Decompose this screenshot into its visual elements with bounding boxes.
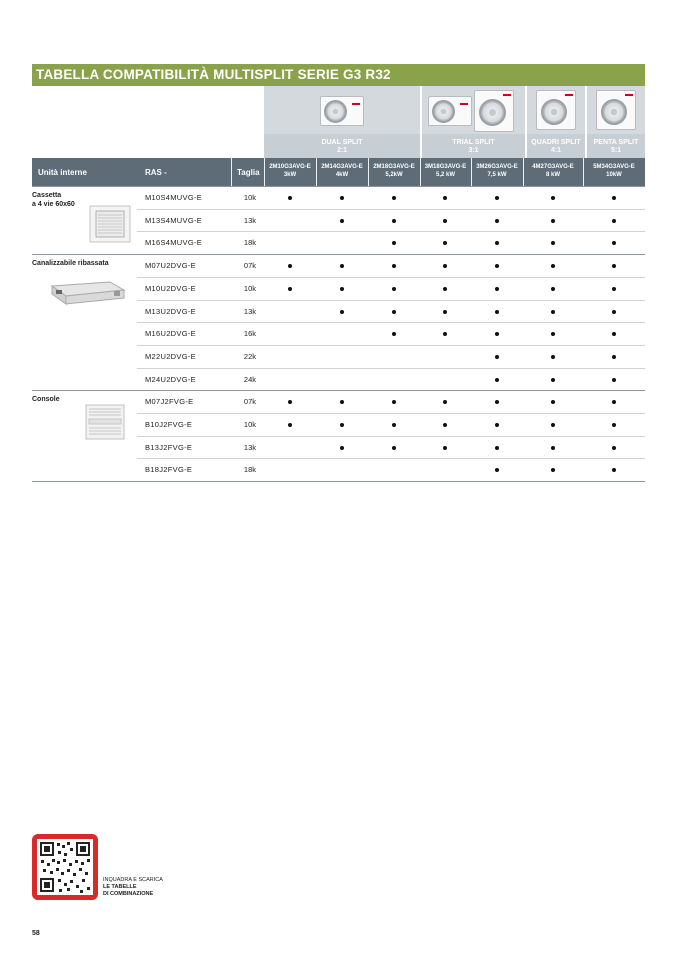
row-divider: [137, 300, 645, 301]
category-ratio: 5:1: [610, 147, 622, 154]
compatibility-dot: [443, 287, 447, 291]
compatibility-dot: [495, 287, 499, 291]
page-number: 58: [32, 930, 40, 937]
row-divider: [137, 231, 645, 232]
row-divider: [137, 436, 645, 437]
header-model-3: [368, 163, 420, 179]
compatibility-dot: [612, 446, 616, 450]
quadri-split-image: [525, 86, 585, 134]
compatibility-dot: [392, 446, 396, 450]
compatibility-dot: [443, 219, 447, 223]
row-size: 13k: [243, 443, 256, 452]
group-label-duct: Canalizzabile ribassata: [32, 260, 109, 267]
compatibility-dot: [612, 310, 616, 314]
compatibility-dot: [551, 468, 555, 472]
group-label-cassette: Cassetta a 4 vie 60x60: [32, 192, 75, 208]
category-label: TRIAL SPLIT: [452, 139, 495, 146]
row-ras-code: M16S4MUVG-E: [145, 238, 203, 247]
group-divider: [32, 254, 645, 255]
compatibility-dot: [612, 264, 616, 268]
row-divider: [137, 413, 645, 414]
group-divider: [32, 186, 645, 187]
category-dual: [264, 139, 420, 155]
table-header: [32, 158, 645, 186]
compatibility-dot: [392, 264, 396, 268]
compatibility-dot: [495, 400, 499, 404]
compatibility-dot: [551, 446, 555, 450]
header-divider: [231, 158, 232, 186]
model-code: 3M26G3AVG-E: [476, 164, 518, 170]
group-label-console: Console: [32, 396, 60, 403]
compatibility-dot: [340, 219, 344, 223]
compatibility-dot: [612, 196, 616, 200]
row-size: 16k: [243, 329, 256, 338]
row-ras-code: M10U2DVG-E: [145, 284, 196, 293]
model-power: 5,2 kW: [435, 172, 455, 178]
category-quadri: [527, 139, 585, 155]
model-code: 2M10G3AVG-E: [269, 164, 311, 170]
row-size: 18k: [243, 238, 256, 247]
compatibility-dot: [443, 196, 447, 200]
row-size: 10k: [243, 284, 256, 293]
compatibility-dot: [443, 446, 447, 450]
compatibility-dot: [612, 400, 616, 404]
qr-caption-line-1: INQUADRA E SCARICA: [103, 877, 163, 883]
row-divider: [137, 322, 645, 323]
compatibility-dot: [551, 287, 555, 291]
row-ras-code: M10S4MUVG-E: [145, 193, 203, 202]
category-ratio: 4:1: [550, 147, 562, 154]
group-divider: [32, 390, 645, 391]
compatibility-dot: [392, 196, 396, 200]
compatibility-dot: [340, 423, 344, 427]
row-divider: [137, 345, 645, 346]
model-code: 2M18G3AVG-E: [373, 164, 415, 170]
compatibility-dot: [612, 241, 616, 245]
compatibility-dot: [392, 241, 396, 245]
compatibility-dot: [612, 423, 616, 427]
compatibility-dot: [612, 287, 616, 291]
row-divider: [137, 277, 645, 278]
row-size: 07k: [243, 397, 256, 406]
compatibility-dot: [551, 196, 555, 200]
table-bottom-line: [32, 481, 645, 482]
qr-caption-line-3: DI COMBINAZIONE: [103, 891, 154, 897]
compatibility-dot: [340, 446, 344, 450]
compatibility-dot: [392, 287, 396, 291]
outdoor-units-image-band: [264, 86, 645, 134]
row-size: 22k: [243, 352, 256, 361]
model-power: 5,2kW: [385, 172, 403, 178]
compatibility-dot: [551, 241, 555, 245]
category-ratio: 3:1: [468, 147, 479, 154]
compatibility-dot: [392, 310, 396, 314]
compatibility-dot: [340, 287, 344, 291]
compatibility-dot: [443, 310, 447, 314]
row-ras-code: M22U2DVG-E: [145, 352, 196, 361]
compatibility-dot: [443, 264, 447, 268]
compatibility-dot: [340, 310, 344, 314]
console-unit-image: [82, 402, 128, 442]
row-divider: [137, 368, 645, 369]
compatibility-dot: [288, 196, 292, 200]
cassette-unit-image: [88, 204, 132, 244]
compatibility-dot: [340, 400, 344, 404]
model-code: 4M27G3AVG-E: [532, 164, 574, 170]
category-label: QUADRI SPLIT: [531, 139, 581, 146]
compatibility-dot: [392, 219, 396, 223]
model-power: 3kW: [283, 172, 297, 178]
penta-split-image: [585, 86, 645, 134]
row-size: 10k: [243, 420, 256, 429]
compatibility-dot: [551, 310, 555, 314]
compatibility-dot: [495, 446, 499, 450]
row-size: 07k: [243, 261, 256, 270]
row-size: 18k: [243, 465, 256, 474]
compatibility-dot: [495, 468, 499, 472]
compatibility-dot: [443, 400, 447, 404]
model-power: 4kW: [335, 172, 349, 178]
row-ras-code: M13U2DVG-E: [145, 307, 196, 316]
compatibility-dot: [443, 241, 447, 245]
compatibility-dot: [551, 219, 555, 223]
compatibility-dot: [495, 196, 499, 200]
compatibility-dot: [551, 332, 555, 336]
compatibility-dot: [288, 264, 292, 268]
compatibility-dot: [340, 196, 344, 200]
compatibility-dot: [495, 355, 499, 359]
header-model-2: [316, 163, 368, 179]
header-size: Taglia: [237, 168, 260, 177]
compatibility-dot: [551, 378, 555, 382]
model-power: 10kW: [606, 172, 622, 178]
row-size: 13k: [243, 216, 256, 225]
category-label: PENTA SPLIT: [593, 139, 639, 146]
compatibility-dot: [551, 423, 555, 427]
compatibility-dot: [288, 400, 292, 404]
header-indoor: Unità interne: [38, 168, 87, 177]
qr-code-frame: [32, 834, 98, 900]
row-ras-code: B13J2FVG-E: [145, 443, 193, 452]
compatibility-dot: [551, 264, 555, 268]
row-ras-code: M24U2DVG-E: [145, 375, 196, 384]
compatibility-dot: [551, 355, 555, 359]
trial-split-image: [420, 86, 525, 134]
model-code: 2M14G3AVG-E: [321, 164, 363, 170]
compatibility-dot: [495, 332, 499, 336]
compatibility-dot: [551, 400, 555, 404]
compatibility-dot: [495, 219, 499, 223]
category-ratio: 2:1: [336, 147, 348, 154]
category-band: [264, 134, 645, 158]
category-label: DUAL SPLIT: [321, 139, 363, 146]
header-ras: RAS -: [145, 168, 167, 177]
compatibility-dot: [612, 332, 616, 336]
category-penta: [587, 139, 645, 155]
header-model-6: [523, 163, 583, 179]
header-model-1: [264, 163, 316, 179]
duct-unit-image: [48, 278, 128, 310]
compatibility-dot: [392, 423, 396, 427]
compatibility-dot: [612, 378, 616, 382]
dual-split-image: [264, 86, 420, 134]
qr-caption-line-2: LE TABELLE: [103, 884, 137, 890]
row-ras-code: M16U2DVG-E: [145, 329, 196, 338]
compatibility-dot: [392, 400, 396, 404]
row-ras-code: M07U2DVG-E: [145, 261, 196, 270]
compatibility-dot: [340, 264, 344, 268]
compatibility-dot: [288, 423, 292, 427]
qr-code-icon: [37, 839, 93, 895]
compatibility-dot: [612, 468, 616, 472]
compatibility-dot: [495, 423, 499, 427]
row-size: 13k: [243, 307, 256, 316]
page-title: TABELLA COMPATIBILITÀ MULTISPLIT SERIE G3 R32: [36, 67, 391, 82]
row-divider: [137, 458, 645, 459]
header-model-4: [420, 163, 471, 179]
header-model-5: [471, 163, 523, 179]
model-power: 8 kW: [545, 172, 560, 178]
compatibility-dot: [443, 423, 447, 427]
title-bar: [32, 64, 645, 86]
compatibility-dot: [392, 332, 396, 336]
row-size: 24k: [243, 375, 256, 384]
compatibility-dot: [495, 310, 499, 314]
model-code: 3M18G3AVG-E: [424, 164, 467, 170]
row-ras-code: B10J2FVG-E: [145, 420, 193, 429]
header-model-7: [583, 163, 645, 179]
category-trial: [422, 139, 525, 155]
model-power: 7,5 kW: [487, 172, 507, 178]
compatibility-dot: [495, 264, 499, 268]
row-divider: [137, 209, 645, 210]
row-ras-code: M13S4MUVG-E: [145, 216, 203, 225]
model-code: 5M34G3AVG-E: [593, 164, 635, 170]
compatibility-dot: [495, 241, 499, 245]
compatibility-dot: [443, 332, 447, 336]
row-ras-code: B18J2FVG-E: [145, 465, 193, 474]
row-ras-code: M07J2FVG-E: [145, 397, 194, 406]
row-size: 10k: [243, 193, 256, 202]
compatibility-dot: [495, 378, 499, 382]
compatibility-dot: [288, 287, 292, 291]
compatibility-dot: [612, 355, 616, 359]
compatibility-dot: [612, 219, 616, 223]
